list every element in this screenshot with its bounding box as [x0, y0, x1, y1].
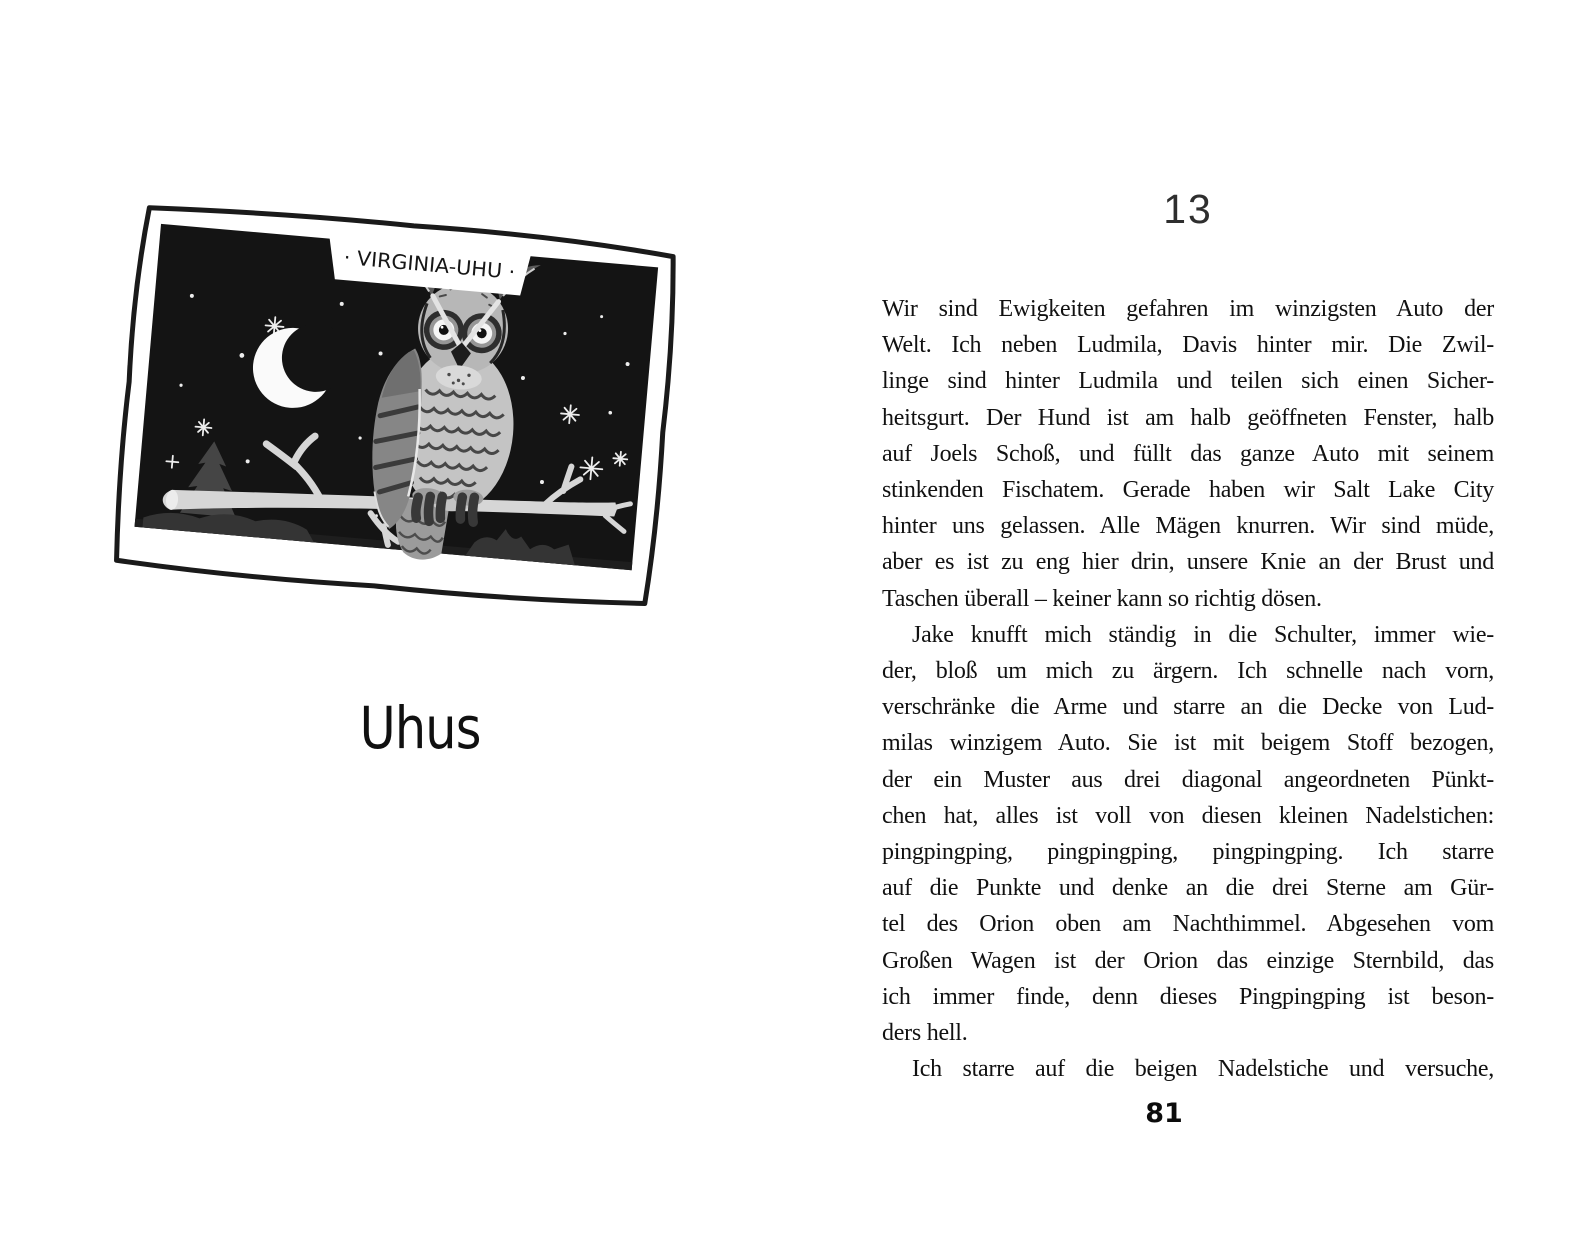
text-line: auf die Punkte und denke an die drei Sterne am Gür- [882, 875, 1494, 902]
body-text [882, 291, 1494, 1087]
text-line: tel des Orion oben am Nachthimmel. Abgesehen vom [882, 911, 1494, 938]
text-line: pingpingping, pingpingping, pingpingping. Ich starre [882, 839, 1494, 866]
text-line: Jake knufft mich ständig in die Schulter, immer wie- [912, 621, 1494, 648]
text-line: linge sind hinter Ludmila und teilen sich einen Sicher- [882, 368, 1494, 395]
text-line: Ich starre auf die beigen Nadelstiche und versuche, [912, 1056, 1494, 1083]
text-line: der ein Muster aus drei diagonal angeordneten Pünkt- [882, 766, 1494, 793]
night-scene-svg [103, 196, 689, 618]
text-line: milas winzigem Auto. Sie ist mit beigem Stoff bezogen, [882, 730, 1494, 757]
chapter-title: Uhus [359, 694, 481, 762]
text-line: Großen Wagen ist der Orion das einzige Sternbild, das [882, 947, 1494, 974]
text-line: heitsgurt. Der Hund ist am halb geöffneten Fenster, halb [882, 404, 1494, 431]
text-line: Taschen überall – keiner kann so richtig dösen. [882, 585, 1322, 612]
page-number: 81 [1145, 1098, 1183, 1129]
text-line: ders hell. [882, 1020, 968, 1047]
text-line: aber es ist zu eng hier drin, unsere Knie an der Brust und [882, 549, 1494, 576]
text-line: hinter uns gelassen. Alle Mägen knurren. Wir sind müde, [882, 513, 1494, 540]
owl-postcard-illustration [103, 196, 689, 618]
text-line: verschränke die Arme und starre an die Decke von Lud- [882, 694, 1494, 721]
text-line: Wir sind Ewigkeiten gefahren im winzigsten Auto der [882, 296, 1494, 322]
text-line: stinkenden Fischatem. Gerade haben wir Salt Lake City [882, 477, 1494, 504]
chapter-number: 13 [1163, 186, 1213, 232]
species-label: · VIRGINIA-UHU · [342, 244, 511, 284]
text-line: chen hat, alles ist voll von diesen kleinen Nadelstichen: [882, 802, 1494, 829]
text-line: auf Joels Schoß, und füllt das ganze Auto mit seinem [882, 440, 1494, 467]
text-line: Welt. Ich neben Ludmila, Davis hinter mir. Die Zwil- [882, 332, 1494, 359]
text-line: der, bloß um mich zu ärgern. Ich schnelle nach vorn, [882, 658, 1494, 685]
text-line: ich immer finde, denn dieses Pingpingping ist beson- [882, 983, 1494, 1010]
